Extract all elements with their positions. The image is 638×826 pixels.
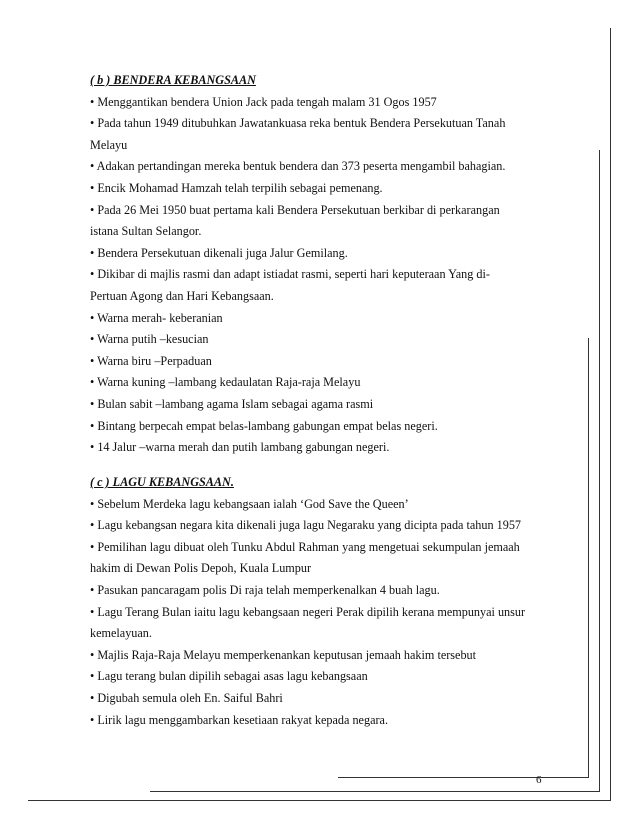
section-heading: ( c ) LAGU KEBANGSAAN.: [90, 475, 234, 490]
text-line: • Warna merah- keberanian: [90, 310, 223, 325]
text-line: • Majlis Raja-Raja Melayu memperkenankan keputusan jemaah hakim tersebut: [90, 647, 477, 662]
text-line: • Bendera Persekutuan dikenali juga Jalur Gemilang.: [90, 245, 348, 260]
text-line: Pertuan Agong dan Hari Kebangsaan.: [90, 288, 274, 303]
border-right-inner: [599, 150, 600, 792]
page-number: 6: [536, 774, 542, 786]
border-right-short: [588, 338, 589, 778]
section-heading: ( b ) BENDERA KEBANGSAAN: [90, 73, 256, 87]
border-bottom-outer: [28, 800, 611, 801]
text-line: hakim di Dewan Polis Depoh, Kuala Lumpur: [90, 561, 312, 576]
text-line: • Lagu terang bulan dipilih sebagai asas lagu kebangsaan: [90, 669, 368, 684]
text-line: • Adakan pertandingan mereka bentuk bendera dan 373 peserta mengambil bahagian.: [90, 159, 506, 174]
text-line: • Pemilihan lagu dibuat oleh Tunku Abdul Rahman yang mengetuai sekumpulan jemaah: [90, 539, 520, 554]
text-line: • Dikibar di majlis rasmi dan adapt istiadat rasmi, seperti hari keputeraan Yang di-: [90, 267, 490, 282]
text-line: • Lagu Terang Bulan iaitu lagu kebangsaan negeri Perak dipilih kerana mempunyai unsur: [90, 604, 526, 619]
text-line: kemelayuan.: [90, 626, 152, 641]
section-lagu-kebangsaan: [90, 475, 550, 727]
document-content: [90, 73, 550, 727]
text-line: • Warna biru –Perpaduan: [90, 353, 212, 368]
text-line: • Pada tahun 1949 ditubuhkan Jawatankuasa reka bentuk Bendera Persekutuan Tanah: [90, 116, 506, 131]
text-line: • Digubah semula oleh En. Saiful Bahri: [90, 691, 283, 706]
border-right-outer: [610, 28, 611, 801]
text-line: • Lagu kebangsan negara kita dikenali juga lagu Negaraku yang dicipta pada tahun 1957: [90, 518, 522, 533]
text-line: • Encik Mohamad Hamzah telah terpilih sebagai pemenang.: [90, 180, 383, 195]
border-bottom-inner: [150, 791, 600, 792]
border-bottom-short: [338, 777, 589, 778]
text-line: • Lirik lagu menggambarkan kesetiaan rakyat kepada negara.: [90, 712, 388, 727]
text-line: • Warna putih –kesucian: [90, 332, 209, 347]
section-bendera-kebangsaan: [90, 73, 550, 454]
text-line: Melayu: [90, 137, 128, 152]
text-line: • Bintang berpecah empat belas-lambang gabungan empat belas negeri.: [90, 418, 438, 433]
text-line: • Pasukan pancaragam polis Di raja telah memperkenalkan 4 buah lagu.: [90, 583, 440, 598]
text-line: • Pada 26 Mei 1950 buat pertama kali Bendera Persekutuan berkibar di perkarangan: [90, 202, 500, 217]
text-line: • 14 Jalur –warna merah dan putih lambang gabungan negeri.: [90, 440, 390, 455]
text-line: • Menggantikan bendera Union Jack pada tengah malam 31 Ogos 1957: [90, 94, 437, 109]
text-line: • Bulan sabit –lambang agama Islam sebagai agama rasmi: [90, 396, 374, 411]
text-line: istana Sultan Selangor.: [90, 224, 202, 239]
text-line: • Warna kuning –lambang kedaulatan Raja-raja Melayu: [90, 375, 361, 390]
text-line: • Sebelum Merdeka lagu kebangsaan ialah ‘God Save the Queen’: [90, 496, 409, 511]
